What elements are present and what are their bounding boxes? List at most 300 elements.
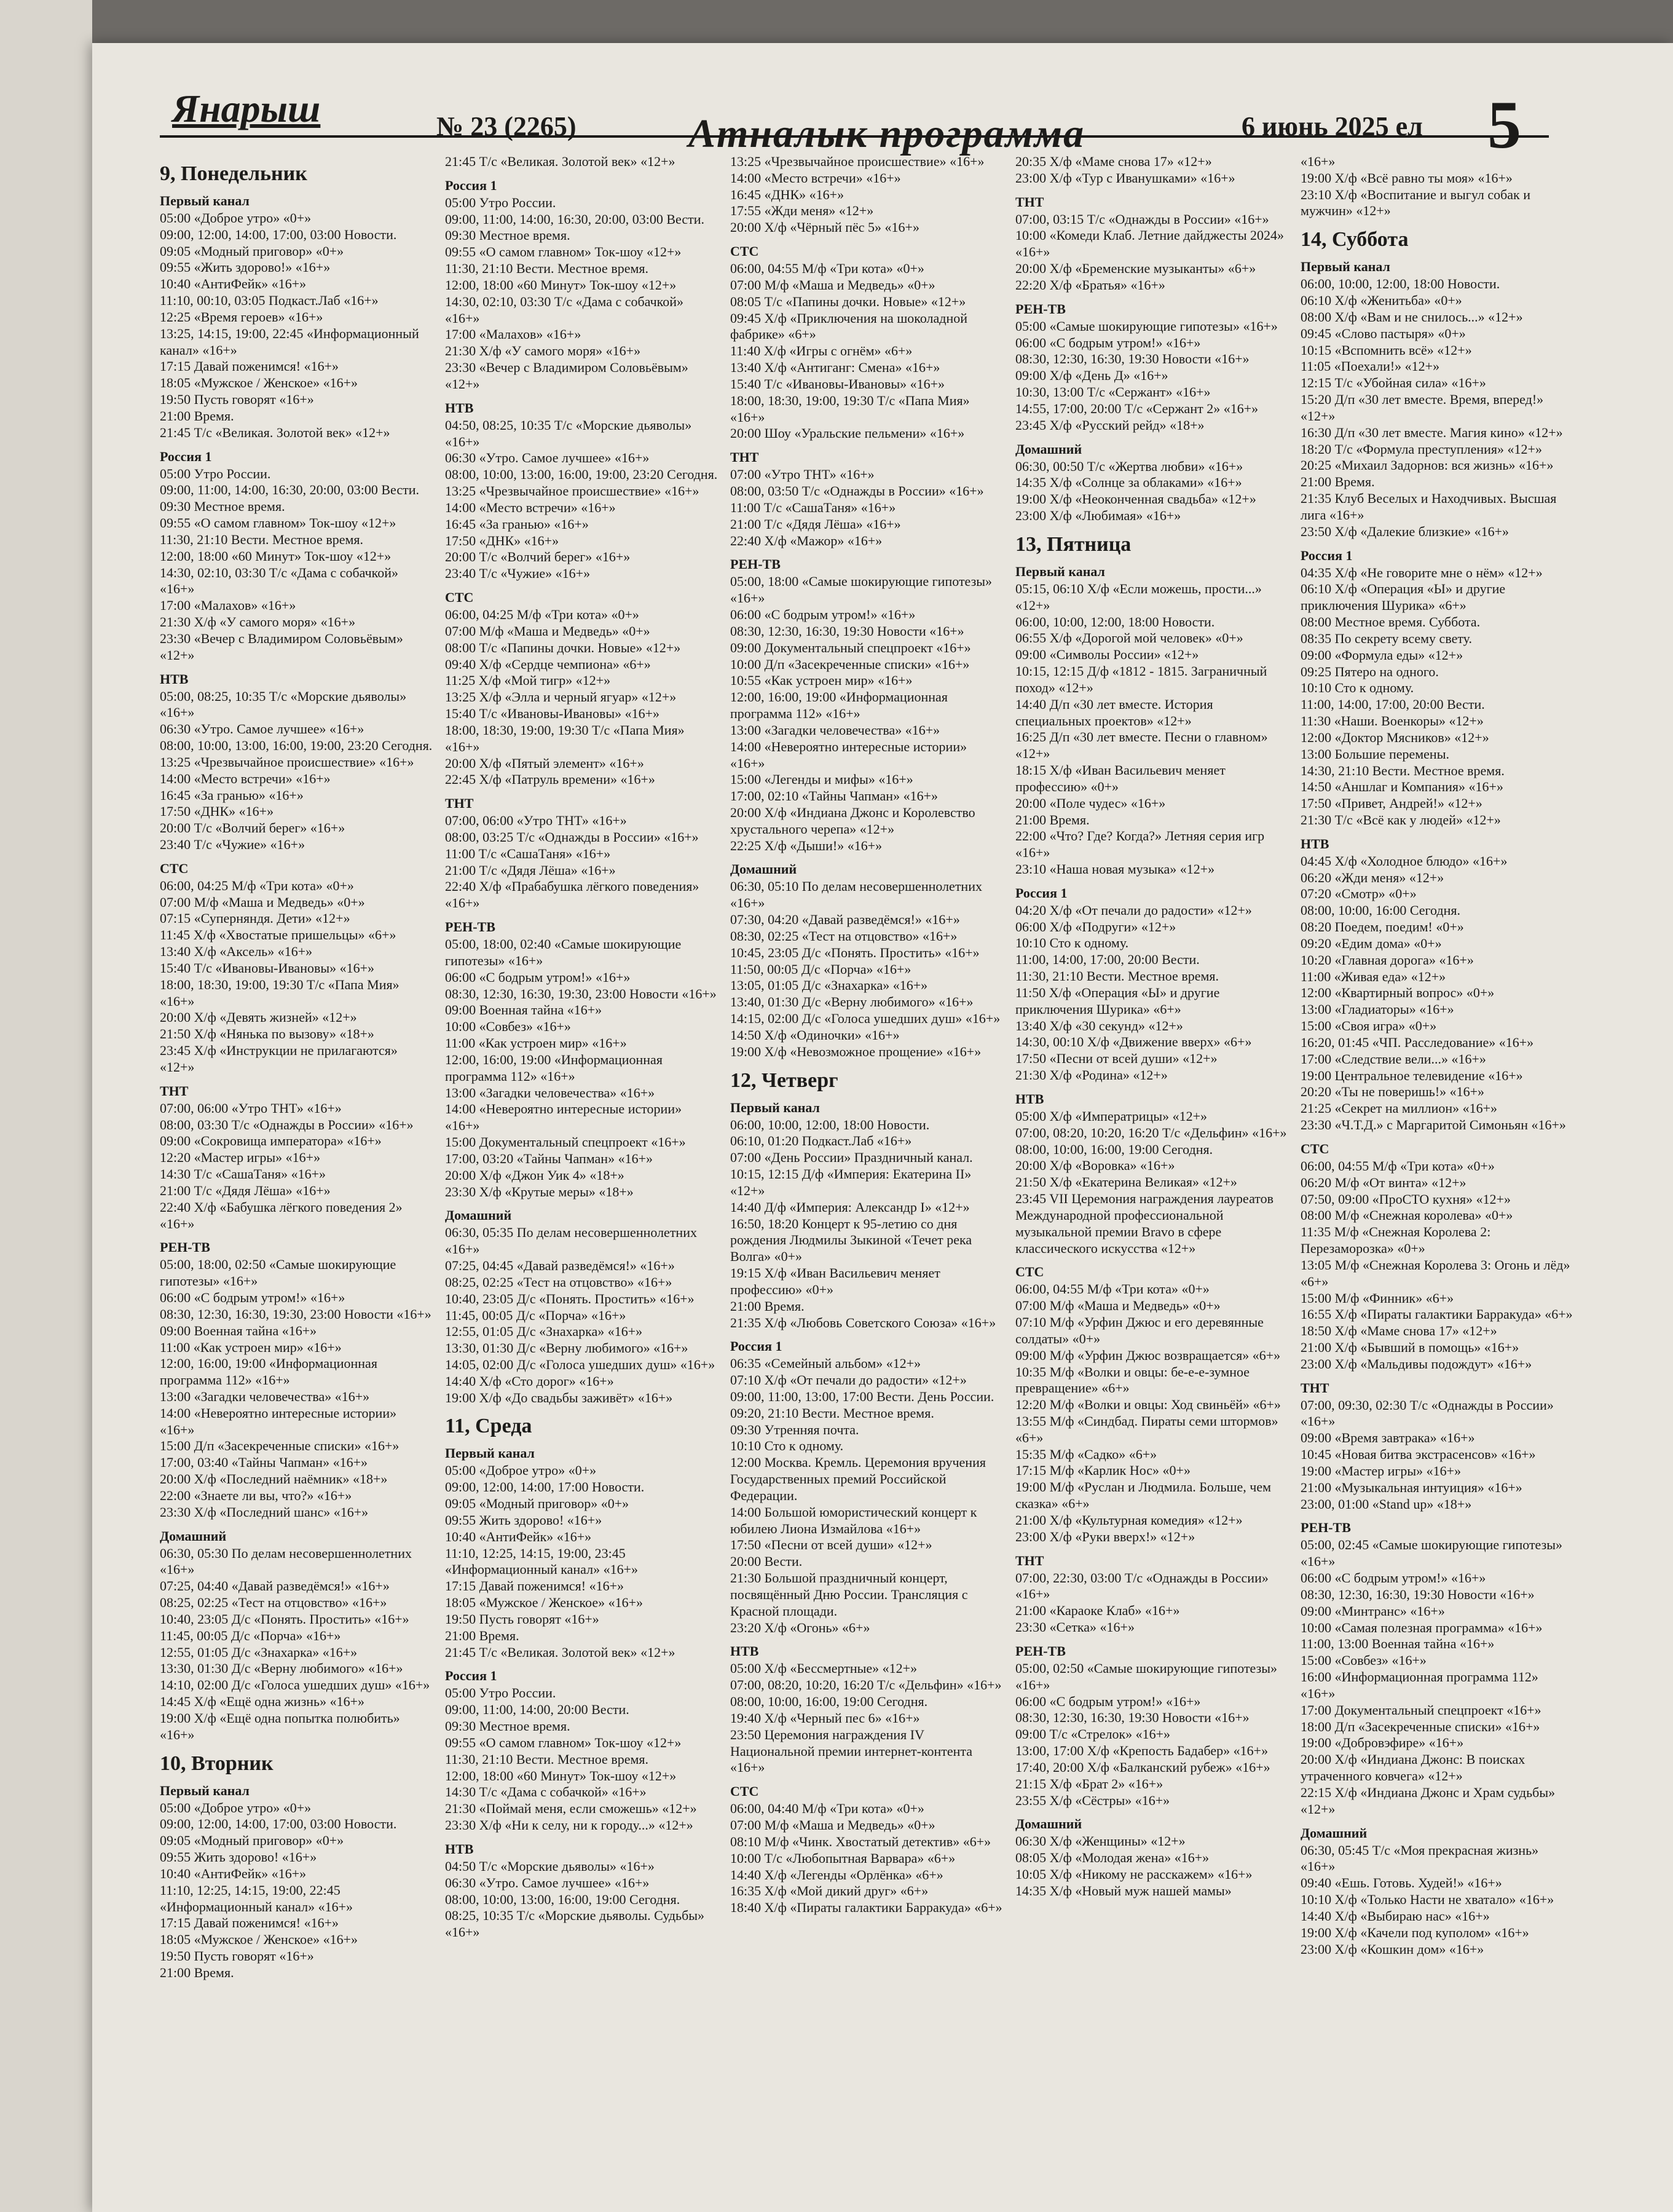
schedule-column (730, 154, 1003, 2158)
program-listing: 12:15 Т/с «Убойная сила» «16+» (1301, 375, 1486, 391)
program-listing: 12:00, 18:00 «60 Минут» Ток-шоу «12+» (445, 277, 677, 293)
program-listing: 09:55 Жить здорово! «16+» (160, 1849, 317, 1865)
program-listing: 21:00 Время. (1015, 812, 1090, 828)
channel-heading: СТС (160, 860, 189, 876)
program-listing: 09:25 Пятеро на одного. (1301, 663, 1439, 679)
program-listing: 07:00 М/ф «Маша и Медведь» «0+» (730, 1817, 935, 1833)
program-listing: 08:20 Поедем, поедим! «0+» (1301, 919, 1464, 935)
program-listing: 17:50 «ДНК» «16+» (160, 804, 274, 820)
program-listing: 06:10, 01:20 Подкаст.Лаб «16+» (730, 1133, 912, 1149)
channel-heading: ТНТ (1015, 1552, 1044, 1568)
program-listing: 09:05 «Модный приговор» «0+» (160, 1833, 344, 1849)
program-listing: 13:25 «Чрезвычайное происшествие» «16+» (160, 754, 414, 770)
program-listing: 06:00, 10:00, 12:00, 18:00 Новости. (1015, 614, 1215, 630)
program-listing: 11:50 Х/ф «Операция «Ы» и другие приключения Шурика» «6+» (1015, 984, 1220, 1017)
program-listing: 14:00 «Место встречи» «16+» (730, 170, 901, 186)
issue-date: 6 июнь 2025 ел (1242, 111, 1423, 141)
program-listing: 13:55 М/ф «Синдбад. Пираты семи штормов» «6+» (1015, 1413, 1278, 1445)
program-listing: 10:15, 12:15 Д/ф «Империя: Екатерина II» «12+» (730, 1166, 972, 1198)
program-listing: 21:00 Время. (160, 1964, 234, 1980)
program-listing: 14:00 «Невероятно интересные истории» «16+» (730, 738, 967, 771)
program-listing: 21:00 Время. (445, 1627, 519, 1643)
program-listing: 23:40 Т/с «Чужие» «16+» (445, 566, 591, 582)
program-listing: 19:00 Х/ф «Неоконченная свадьба» «12+» (1015, 491, 1256, 507)
program-listing: 10:00 Д/п «Засекреченные списки» «16+» (730, 656, 970, 672)
program-listing: 13:30, 01:30 Д/с «Верну любимого» «16+» (445, 1340, 688, 1356)
program-listing: 07:00 М/ф «Маша и Медведь» «0+» (445, 623, 650, 639)
program-listing: 17:15 Давай поженимся! «16+» (160, 1915, 339, 1931)
program-listing: 19:15 Х/ф «Иван Васильевич меняет профессию» «0+» (730, 1265, 940, 1297)
program-listing: 21:50 Х/ф «Нянька по вызову» «18+» (160, 1026, 374, 1042)
program-listing: 13:25 «Чрезвычайное происшествие» «16+» (445, 483, 699, 499)
program-listing: 12:25 «Время героев» «16+» (160, 309, 323, 325)
program-listing: 10:10 Х/ф «Только Насти не хватало» «16+» (1301, 1892, 1554, 1908)
program-listing: 19:00 «Мастер игры» «16+» (1301, 1463, 1462, 1479)
program-listing: 14:45 Х/ф «Ещё одна жизнь» «16+» (160, 1694, 364, 1710)
program-listing: 06:20 «Жди меня» «12+» (1301, 869, 1444, 885)
program-listing: 12:00, 16:00, 19:00 «Информационная программа 112» «16+» (730, 689, 948, 722)
program-listing: 07:25, 04:40 «Давай разведёмся!» «16+» (160, 1578, 390, 1594)
program-listing: 23:30 «Вечер с Владимиром Соловьёвым» «12+» (160, 630, 403, 663)
program-listing: 17:15 Давай поженимся! «16+» (445, 1578, 624, 1594)
program-listing: 20:25 «Михаил Задорнов: вся жизнь» «16+» (1301, 457, 1554, 473)
program-listing: 08:00, 10:00, 13:00, 16:00, 19:00, 23:20 Сегодня. (160, 738, 433, 754)
program-listing: 16:55 Х/ф «Пираты галактики Барракуда» «6+» (1301, 1306, 1573, 1322)
program-listing: 06:30 «Утро. Самое лучшее» «16+» (445, 1874, 650, 1890)
program-listing: 20:00 Х/ф «Индиана Джонс: В поисках утраченного ковчега» «12+» (1301, 1752, 1525, 1784)
program-listing: 20:00 «Поле чудес» «16+» (1015, 795, 1166, 811)
program-listing: 06:30, 00:50 Т/с «Жертва любви» «16+» (1015, 458, 1243, 474)
program-listing: 13:25 «Чрезвычайное происшествие» «16+» (730, 154, 985, 169)
program-listing: 09:00 «Минтранс» «16+» (1301, 1603, 1445, 1619)
program-listing: 23:30 Х/ф «Последний шанс» «16+» (160, 1504, 369, 1520)
program-listing: 12:20 «Мастер игры» «16+» (160, 1150, 321, 1166)
channel-heading: Россия 1 (1015, 885, 1068, 901)
program-listing: 21:45 Т/с «Великая. Золотой век» «12+» (445, 1644, 675, 1660)
program-listing: 11:25 Х/ф «Мой тигр» «12+» (445, 673, 611, 689)
program-listing: 11:35 М/ф «Снежная Королева 2: Перезаморозка» «0+» (1301, 1224, 1491, 1257)
channel-heading: Первый канал (1015, 563, 1105, 579)
program-listing: 06:00, 04:55 М/ф «Три кота» «0+» (1015, 1281, 1210, 1297)
program-listing: 08:00, 10:00, 16:00, 19:00 Сегодня. (1015, 1141, 1213, 1157)
program-listing: 05:00, 18:00 «Самые шокирующие гипотезы» «16+» (730, 574, 993, 606)
channel-heading: Первый канал (1301, 259, 1390, 275)
program-listing: 08:25, 02:25 «Тест на отцовство» «16+» (445, 1274, 672, 1290)
channel-heading: Домашний (1015, 1816, 1082, 1832)
program-listing: 22:20 Х/ф «Братья» «16+» (1015, 277, 1165, 293)
program-listing: 06:30, 05:10 По делам несовершеннолетних «16+» (730, 879, 982, 911)
program-listing: 06:20 М/ф «От винта» «12+» (1301, 1174, 1466, 1190)
program-listing: 06:10 Х/ф «Операция «Ы» и другие приключения Шурика» «6+» (1301, 581, 1506, 614)
program-listing: 14:40 Х/ф «Легенды «Орлёнка» «6+» (730, 1866, 943, 1882)
program-listing: 08:00 Местное время. Суббота. (1301, 614, 1481, 630)
program-listing: 21:30 Х/ф «У самого моря» «16+» (445, 343, 641, 359)
program-listing: 14:00 «Невероятно интересные истории» «16+» (445, 1101, 682, 1134)
program-listing: 05:00 Х/ф «Бессмертные» «12+» (730, 1661, 918, 1677)
program-listing: 10:10 Сто к одному. (1301, 680, 1414, 696)
program-listing: 23:45 Х/ф «Инструкции не прилагаются» «12+» (160, 1043, 398, 1075)
program-listing: 21:00 Время. (1301, 474, 1375, 490)
program-listing: 13:25 Х/ф «Элла и черный ягуар» «12+» (445, 689, 677, 705)
program-listing: 19:00 Х/ф «Всё равно ты моя» «16+» (1301, 170, 1513, 186)
program-listing: 23:45 Х/ф «Русский рейд» «18+» (1015, 417, 1205, 433)
program-listing: 23:30 «Вечер с Владимиром Соловьёвым» «12+» (445, 360, 688, 392)
program-listing: 05:00, 02:50 «Самые шокирующие гипотезы» «16+» (1015, 1660, 1278, 1693)
program-listing: 11:00 «Как устроен мир» «16+» (445, 1035, 627, 1051)
program-listing: 08:00, 03:30 Т/с «Однажды в России» «16+» (160, 1116, 414, 1132)
program-listing: 13:30, 01:30 Д/с «Верну любимого» «16+» (160, 1661, 403, 1677)
program-listing: 23:55 Х/ф «Сёстры» «16+» (1015, 1792, 1170, 1808)
program-listing: 12:20 М/ф «Волки и овцы: Ход свиньёй» «6+» (1015, 1397, 1281, 1413)
program-listing: 10:15 «Вспомнить всё» «12+» (1301, 342, 1472, 358)
program-listing: 11:30, 21:10 Вести. Местное время. (160, 531, 364, 547)
program-listing: 20:00 Т/с «Волчий берег» «16+» (160, 820, 345, 836)
program-listing: 04:50 Т/с «Морские дьяволы» «16+» (445, 1858, 655, 1874)
program-listing: 11:10, 12:25, 14:15, 19:00, 22:45 «Информационный канал» «16+» (160, 1882, 353, 1914)
program-listing: 16:25 Д/п «30 лет вместе. Песни о главном» «12+» (1015, 729, 1268, 762)
channel-heading: ТНТ (1301, 1380, 1329, 1396)
program-listing: 06:00 Х/ф «Подруги» «12+» (1015, 918, 1176, 934)
program-listing: 19:50 Пусть говорят «16+» (160, 1948, 314, 1964)
program-listing: 11:45, 00:05 Д/с «Порча» «16+» (445, 1307, 626, 1323)
program-listing: 05:00 «Доброе утро» «0+» (160, 1799, 312, 1815)
program-listing: 11:00, 13:00 Военная тайна «16+» (1301, 1636, 1495, 1652)
program-listing: 13:40, 01:30 Д/с «Верну любимого» «16+» (730, 994, 974, 1010)
program-listing: 11:30, 21:10 Вести. Местное время. (445, 1751, 649, 1767)
program-listing: 18:00, 18:30, 19:00, 19:30 Т/с «Папа Мия» «16+» (160, 976, 400, 1009)
program-listing: 14:40 Х/ф «Сто дорог» «16+» (445, 1373, 614, 1389)
program-listing: 05:15, 06:10 Х/ф «Если можешь, прости...» «12+» (1015, 580, 1262, 613)
program-listing: 05:00 Утро России. (445, 194, 556, 210)
program-listing: 07:00, 08:20, 10:20, 16:20 Т/с «Дельфин» «16+» (730, 1677, 1002, 1693)
program-listing: 06:30 «Утро. Самое лучшее» «16+» (160, 721, 364, 737)
program-listing: 19:50 Пусть говорят «16+» (445, 1611, 599, 1627)
program-listing: 20:00 Х/ф «Индиана Джонс и Королевство хрустального черепа» «12+» (730, 804, 975, 837)
program-listing: 11:05 «Поехали!» «12+» (1301, 358, 1440, 374)
program-listing: 13:00 «Загадки человечества» «16+» (445, 1084, 655, 1100)
channel-heading: НТВ (730, 1643, 759, 1659)
program-listing: 21:30 Большой праздничный концерт, посвящённый Дню России. Трансляция с Красной площади. (730, 1570, 968, 1619)
program-listing: 17:00 «Малахов» «16+» (160, 598, 296, 614)
program-listing: 17:00, 03:20 «Тайны Чапман» «16+» (445, 1150, 653, 1166)
program-listing: 07:20 «Смотр» «0+» (1301, 886, 1417, 902)
program-listing: 21:00 Время. (730, 1298, 805, 1314)
program-listing: 14:30, 21:10 Вести. Местное время. (1301, 762, 1505, 778)
program-listing: 18:00, 18:30, 19:00, 19:30 Т/с «Папа Мия» «16+» (445, 722, 685, 754)
program-listing: 20:00 Х/ф «Девять жизней» «12+» (160, 1009, 357, 1025)
program-listing: 14:40 Х/ф «Выбираю нас» «16+» (1301, 1908, 1490, 1924)
program-listing: 12:55, 01:05 Д/с «Знахарка» «16+» (445, 1324, 643, 1340)
program-listing: 07:00 М/ф «Маша и Медведь» «0+» (730, 277, 935, 293)
program-listing: 08:00 Х/ф «Вам и не снилось...» «12+» (1301, 309, 1523, 325)
program-listing: 07:00 «Утро ТНТ» «16+» (730, 467, 875, 483)
program-listing: 18:00 Д/п «Засекреченные списки» «16+» (1301, 1718, 1540, 1734)
channel-heading: Домашний (1301, 1825, 1368, 1841)
program-listing: 06:00, 04:55 М/ф «Три кота» «0+» (1301, 1158, 1495, 1174)
channel-heading: НТВ (1015, 1091, 1044, 1107)
program-listing: 07:00, 09:30, 02:30 Т/с «Однажды в России» «16+» (1301, 1397, 1554, 1429)
program-listing: 09:00 Военная тайна «16+» (445, 1002, 602, 1018)
program-listing: 06:00 «С бодрым утром!» «16+» (730, 607, 916, 623)
program-listing: 09:20 «Едим дома» «0+» (1301, 935, 1442, 951)
program-listing: 05:00 «Доброе утро» «0+» (160, 210, 312, 226)
program-listing: 10:15, 12:15 Д/ф «1812 - 1815. Заграничный поход» «12+» (1015, 663, 1267, 695)
program-listing: 09:00, 12:00, 14:00, 17:00, 03:00 Новости. (160, 1816, 397, 1832)
section-title: Атналык программа (688, 111, 1085, 156)
program-listing: 08:00, 10:00, 13:00, 16:00, 19:00, 23:20 Сегодня. (445, 467, 718, 483)
program-listing: 14:00 «Место встречи» «16+» (445, 499, 616, 515)
day-heading: 12, Четверг (730, 1068, 838, 1092)
program-listing: 07:00 М/ф «Маша и Медведь» «0+» (160, 894, 365, 910)
program-listing: 09:00 Военная тайна «16+» (160, 1322, 317, 1338)
program-listing: 20:00 Вести. (730, 1554, 803, 1570)
program-listing: 08:00, 03:25 Т/с «Однажды в России» «16+» (445, 829, 699, 845)
channel-heading: Первый канал (160, 1782, 250, 1798)
channel-heading: РЕН-ТВ (1301, 1520, 1351, 1536)
program-listing: 13:00 «Загадки человечества» «16+» (160, 1389, 370, 1404)
program-listing: 14:35 Х/ф «Солнце за облаками» «16+» (1015, 475, 1242, 491)
program-listing: 09:55 Жить здорово! «16+» (445, 1512, 602, 1528)
program-listing: 16:45 «За гранью» «16+» (445, 516, 589, 532)
program-listing: 08:30, 12:30, 16:30, 19:30, 23:00 Новости «16+» (445, 986, 717, 1001)
program-listing: 06:00, 04:40 М/ф «Три кота» «0+» (730, 1801, 924, 1817)
program-listing: 05:00 Утро России. (160, 465, 271, 481)
program-listing: 20:00 Х/ф «Чёрный пёс 5» «16+» (730, 219, 919, 235)
program-listing: 17:55 «Жди меня» «12+» (730, 203, 874, 219)
program-listing: 23:30 «Ч.Т.Д.» с Маргаритой Симоньян «16+» (1301, 1117, 1566, 1133)
program-listing: 10:40 «АнтиФейк» «16+» (160, 276, 307, 292)
program-listing: 21:00 «Музыкальная интуиция» «16+» (1301, 1479, 1522, 1495)
program-listing: 11:50, 00:05 Д/с «Порча» «16+» (730, 961, 911, 977)
program-listing: 21:35 Клуб Веселых и Находчивых. Высшая лига «16+» (1301, 491, 1557, 523)
channel-heading: НТВ (445, 1841, 474, 1857)
program-listing: 14:10, 02:00 Д/с «Голоса ушедших душ» «16+» (160, 1677, 430, 1693)
program-listing: 14:15, 02:00 Д/с «Голоса ушедших душ» «16+» (730, 1011, 1001, 1027)
channel-heading: Россия 1 (730, 1338, 782, 1354)
program-listing: 09:55 «Жить здорово!» «16+» (160, 259, 331, 275)
program-listing: 22:25 Х/ф «Дыши!» «16+» (730, 837, 883, 853)
program-listing: 21:30 «Поймай меня, если сможешь» «12+» (445, 1801, 697, 1817)
program-listing: 09:00 Х/ф «День Д» «16+» (1015, 368, 1168, 384)
program-listing: 21:30 Х/ф «У самого моря» «16+» (160, 614, 356, 630)
program-listing: 11:00, 14:00, 17:00, 20:00 Вести. (1301, 697, 1485, 713)
program-listing: 06:00, 04:25 М/ф «Три кота» «0+» (445, 607, 639, 623)
program-listing: 10:45, 23:05 Д/с «Понять. Простить» «16+» (730, 944, 980, 960)
program-listing: 23:30 «Сетка» «16+» (1015, 1619, 1135, 1635)
program-listing: 12:00, 16:00, 19:00 «Информационная программа 112» «16+» (160, 1356, 377, 1388)
program-listing: 18:05 «Мужское / Женское» «16+» (160, 375, 358, 391)
program-listing: 10:10 Сто к одному. (1015, 935, 1129, 951)
program-listing: 23:00 Х/ф «Любимая» «16+» (1015, 508, 1181, 524)
program-listing: 23:45 VII Церемония награждения лауреатов Международной профессиональной музыкальной премии Bravo в сфере классического искусства «12+» (1015, 1191, 1273, 1256)
program-listing: 14:00 Большой юмористический концерт к юбилею Лиона Измайлова «16+» (730, 1504, 977, 1536)
program-listing: 09:05 «Модный приговор» «0+» (445, 1496, 629, 1512)
program-listing: 15:40 Т/с «Ивановы-Ивановы» «16+» (160, 960, 375, 976)
program-listing: 09:20, 21:10 Вести. Местное время. (730, 1405, 934, 1421)
program-listing: 08:30, 12:30, 16:30, 19:30, 23:00 Новости «16+» (160, 1306, 431, 1322)
program-listing: 14:00 «Место встречи» «16+» (160, 770, 331, 786)
channel-heading: РЕН-ТВ (160, 1239, 210, 1255)
program-listing: 20:00 Х/ф «Воровка» «16+» (1015, 1158, 1175, 1174)
program-listing: 06:30 Х/ф «Женщины» «12+» (1015, 1833, 1186, 1849)
program-listing: 11:40 Х/ф «Игры с огнём» «6+» (730, 343, 913, 359)
program-listing: 14:50 «Аншлаг и Компания» «16+» (1301, 779, 1503, 795)
channel-heading: ТНТ (160, 1083, 189, 1099)
program-listing: 15:35 М/ф «Садко» «6+» (1015, 1446, 1157, 1462)
program-listing: 19:50 Пусть говорят «16+» (160, 392, 314, 408)
program-listing: 12:00, 18:00 «60 Минут» Ток-шоу «12+» (445, 1768, 677, 1783)
program-listing: 09:00, 11:00, 14:00, 16:30, 20:00, 03:00 Вести. (160, 482, 419, 498)
program-listing: 14:30, 00:10 Х/ф «Движение вверх» «6+» (1015, 1034, 1252, 1050)
program-listing: 22:15 Х/ф «Индиана Джонс и Храм судьбы» «12+» (1301, 1784, 1556, 1817)
channel-heading: Домашний (730, 861, 797, 877)
program-listing: 11:00 «Живая еда» «12+» (1301, 968, 1446, 984)
program-listing: 21:25 «Секрет на миллион» «16+» (1301, 1100, 1498, 1116)
program-listing: 22:45 Х/ф «Патруль времени» «16+» (445, 772, 655, 788)
channel-heading: Домашний (1015, 441, 1082, 457)
program-listing: 10:00 «Самая полезная программа» «16+» (1301, 1619, 1543, 1635)
program-listing: 08:00 Т/с «Папины дочки. Новые» «12+» (445, 639, 681, 655)
program-listing: 10:00 Т/с «Любопытная Варвара» «6+» (730, 1850, 956, 1866)
program-listing: 18:00, 18:30, 19:00, 19:30 Т/с «Папа Мия» «16+» (730, 392, 970, 425)
program-listing: 06:00 «С бодрым утром!» «16+» (445, 969, 631, 985)
program-listing: 19:00 Х/ф «Качели под куполом» «16+» (1301, 1924, 1529, 1940)
program-listing: 06:00 «С бодрым утром!» «16+» (1015, 334, 1201, 350)
program-listing: 23:30 Х/ф «Ни к селу, ни к городу...» «12+» (445, 1817, 693, 1833)
program-listing: 09:00, 12:00, 14:00, 17:00 Новости. (445, 1479, 645, 1495)
program-listing: 09:00, 11:00, 14:00, 20:00 Вести. (445, 1702, 629, 1718)
program-listing: 09:40 Х/ф «Сердце чемпиона» «6+» (445, 656, 651, 672)
program-listing: 21:15 Х/ф «Брат 2» «16+» (1015, 1776, 1163, 1791)
program-listing: 10:45 «Новая битва экстрасенсов» «16+» (1301, 1447, 1536, 1463)
program-listing: 15:00 М/ф «Финник» «6+» (1301, 1290, 1454, 1306)
channel-heading: СТС (730, 1783, 759, 1799)
program-listing: 07:50, 09:00 «ПроСТО кухня» «12+» (1301, 1191, 1511, 1207)
program-listing: 23:00, 01:00 «Stand up» «18+» (1301, 1496, 1472, 1512)
program-listing: 18:20 Т/с «Формула преступления» «12+» (1301, 441, 1542, 457)
channel-heading: Россия 1 (160, 448, 212, 464)
schedule-column (1015, 154, 1288, 2158)
program-listing: 18:50 Х/ф «Маме снова 17» «12+» (1301, 1323, 1497, 1339)
program-listing: 09:30 Местное время. (160, 499, 285, 515)
program-listing: 17:15 М/ф «Карлик Нос» «0+» (1015, 1463, 1191, 1479)
channel-heading: Россия 1 (445, 177, 497, 193)
program-listing: 20:00 Х/ф «Джон Уик 4» «18+» (445, 1167, 624, 1183)
channel-heading: Первый канал (730, 1099, 820, 1115)
program-listing: 09:00 «Символы России» «12+» (1015, 647, 1199, 663)
program-listing: 17:50 «Привет, Андрей!» «12+» (1301, 796, 1482, 812)
program-listing: 05:00, 08:25, 10:35 Т/с «Морские дьяволы» «16+» (160, 688, 407, 721)
program-listing: 14:00 «Невероятно интересные истории» «16+» (160, 1405, 397, 1437)
program-listing: 07:25, 04:45 «Давай разведёмся!» «16+» (445, 1258, 675, 1274)
program-listing: 21:00 Т/с «Дядя Лёша» «16+» (730, 516, 901, 532)
channel-heading: РЕН-ТВ (730, 556, 781, 572)
channel-heading: НТВ (160, 671, 189, 687)
program-listing: 23:20 Х/ф «Огонь» «6+» (730, 1619, 870, 1635)
program-listing: 10:20 «Главная дорога» «16+» (1301, 952, 1474, 968)
program-listing: 19:00 Х/ф «Ещё одна попытка полюбить» «16+» (160, 1710, 400, 1742)
program-listing: 05:00 «Самые шокирующие гипотезы» «16+» (1015, 318, 1278, 334)
program-listing: 08:25, 02:25 «Тест на отцовство» «16+» (160, 1595, 387, 1611)
channel-heading: СТС (730, 243, 759, 259)
issue-number: № 23 (2265) (436, 111, 577, 141)
program-listing: 09:00, 12:00, 14:00, 17:00, 03:00 Новости. (160, 226, 397, 242)
program-listing: 08:05 Х/ф «Молодая жена» «16+» (1015, 1850, 1210, 1866)
program-listing: 20:00 Т/с «Волчий берег» «16+» (445, 549, 631, 565)
program-listing: 10:40 «АнтиФейк» «16+» (445, 1528, 592, 1544)
program-listing: 10:40 «АнтиФейк» «16+» (160, 1865, 307, 1881)
program-listing: 09:00 «Формула еды» «12+» (1301, 647, 1463, 663)
program-listing: 05:00, 18:00, 02:50 «Самые шокирующие гипотезы» «16+» (160, 1257, 396, 1289)
channel-heading: НТВ (445, 400, 474, 416)
program-listing: 07:00 «День России» Праздничный канал. (730, 1150, 973, 1166)
program-listing: 21:00 Т/с «Дядя Лёша» «16+» (445, 862, 616, 878)
program-listing: 06:55 Х/ф «Дорогой мой человек» «0+» (1015, 630, 1243, 646)
program-listing: 10:05 Х/ф «Никому не расскажем» «16+» (1015, 1866, 1253, 1882)
program-listing: 20:00 Х/ф «Пятый элемент» «16+» (445, 755, 644, 771)
program-listing: 09:00, 11:00, 13:00, 17:00 Вести. День России. (730, 1389, 994, 1404)
program-listing: 09:55 «О самом главном» Ток-шоу «12+» (160, 515, 396, 531)
program-listing: 11:00, 14:00, 17:00, 20:00 Вести. (1015, 952, 1200, 968)
day-heading: 13, Пятница (1015, 532, 1132, 556)
program-listing: 08:30, 12:30, 16:30, 19:30 Новости «16+» (1015, 1710, 1250, 1726)
channel-heading: СТС (1015, 1264, 1044, 1280)
program-listing: 06:35 «Семейный альбом» «12+» (730, 1356, 921, 1372)
program-listing: 12:00, 16:00, 19:00 «Информационная программа 112» «16+» (445, 1051, 663, 1084)
program-listing: 17:50 «Песни от всей души» «12+» (1015, 1051, 1218, 1067)
program-listing: 19:00 Центральное телевидение «16+» (1301, 1067, 1523, 1083)
channel-heading: Россия 1 (1301, 547, 1353, 563)
program-listing: 20:35 Х/ф «Маме снова 17» «12+» (1015, 154, 1212, 169)
channel-heading: РЕН-ТВ (445, 919, 495, 935)
program-listing: 13:25, 14:15, 19:00, 22:45 «Информационный канал» «16+» (160, 325, 419, 358)
channel-heading: Первый канал (160, 193, 250, 208)
program-listing: 07:00, 08:20, 10:20, 16:20 Т/с «Дельфин» «16+» (1015, 1124, 1287, 1140)
program-listing: 10:30, 13:00 Т/с «Сержант» «16+» (1015, 384, 1211, 400)
channel-heading: Домашний (160, 1528, 227, 1544)
program-listing: 18:05 «Мужское / Женское» «16+» (160, 1932, 358, 1948)
program-listing: 16:45 «За гранью» «16+» (160, 787, 304, 803)
program-listing: 19:00 М/ф «Руслан и Людмила. Больше, чем сказка» «6+» (1015, 1479, 1272, 1512)
channel-heading: РЕН-ТВ (1015, 1643, 1066, 1659)
program-listing: 08:05 Т/с «Папины дочки. Новые» «12+» (730, 293, 966, 309)
program-listing: 09:45 Х/ф «Приключения на шоколадной фабрике» «6+» (730, 310, 968, 342)
program-listing: 13:40 Х/ф «30 секунд» «12+» (1015, 1017, 1183, 1033)
program-listing: 17:00 Документальный спецпроект «16+» (1301, 1702, 1541, 1718)
channel-heading: ТНТ (1015, 194, 1044, 210)
program-listing: 21:00 Х/ф «Культурная комедия» «12+» (1015, 1512, 1243, 1528)
program-listing: 08:00, 10:00, 13:00, 16:00, 19:00 Сегодня. (445, 1891, 680, 1907)
program-listing: 04:45 Х/ф «Холодное блюдо» «16+» (1301, 853, 1508, 869)
program-listing: 08:30, 02:25 «Тест на отцовство» «16+» (730, 928, 958, 944)
program-listing: 17:40, 20:00 Х/ф «Балканский рубеж» «16+» (1015, 1759, 1270, 1775)
program-listing: 15:40 Т/с «Ивановы-Ивановы» «16+» (445, 706, 660, 722)
channel-heading: ТНТ (730, 449, 759, 465)
program-listing: 06:00, 04:55 М/ф «Три кота» «0+» (730, 261, 924, 277)
program-listing: 23:10 «Наша новая музыка» «12+» (1015, 861, 1215, 877)
program-listing: 23:50 Х/ф «Далекие близкие» «16+» (1301, 523, 1510, 539)
program-listing: 08:30, 12:30, 16:30, 19:30 Новости «16+» (730, 623, 964, 639)
day-heading: 10, Вторник (160, 1752, 274, 1775)
program-listing: 20:20 «Ты не поверишь!» «16+» (1301, 1084, 1485, 1100)
program-listing: 23:00 Х/ф «Тур с Иванушками» «16+» (1015, 170, 1235, 186)
program-listing: 20:00 Шоу «Уральские пельмени» «16+» (730, 425, 965, 441)
page-number: 5 (1487, 87, 1521, 162)
program-listing: 14:30 Т/с «Дама с собачкой» «16+» (445, 1784, 647, 1800)
program-listing: 17:00, 02:10 «Тайны Чапман» «16+» (730, 788, 938, 804)
program-listing: 12:00, 18:00 «60 Минут» Ток-шоу «12+» (160, 548, 392, 564)
program-listing: 14:05, 02:00 Д/с «Голоса ушедших душ» «16+» (445, 1357, 715, 1372)
